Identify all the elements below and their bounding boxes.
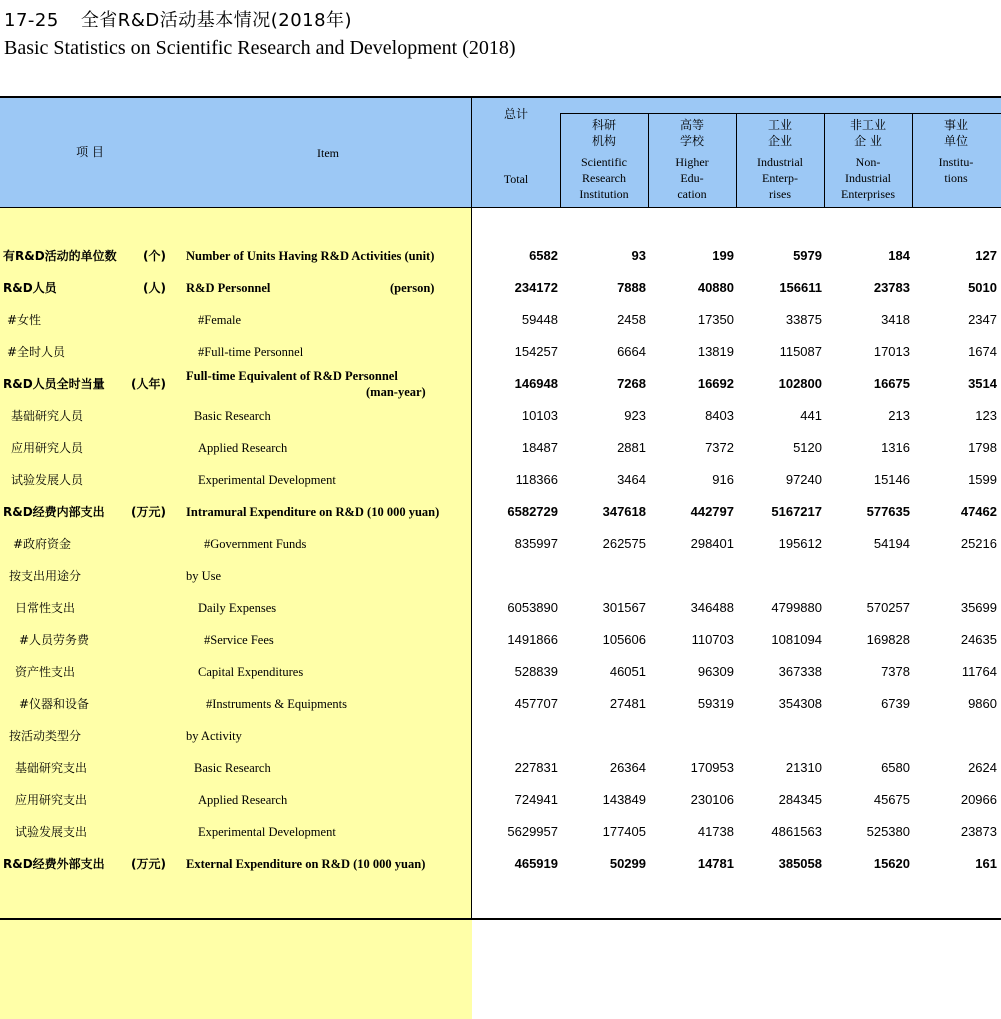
header-total-cn: 总计 xyxy=(503,107,528,121)
value-cell: 177405 xyxy=(602,824,646,839)
value-cell xyxy=(826,560,910,592)
row-label-en: #Instruments & Equipments xyxy=(206,697,347,711)
value-cell xyxy=(474,720,558,752)
value-cell: 577635 xyxy=(866,504,910,519)
row-label-cn: #仪器和设备 xyxy=(19,697,90,711)
value-cell xyxy=(738,560,822,592)
value-cell: 110703 xyxy=(691,632,734,647)
row-label-cn: R&D经费外部支出 xyxy=(3,857,105,871)
value-cell: 5629957 xyxy=(507,824,558,839)
value-cell: 465919 xyxy=(514,856,558,871)
value-cell: 102800 xyxy=(778,376,822,391)
table-row xyxy=(0,304,1001,336)
value-cell xyxy=(650,720,734,752)
value-cell: 1316 xyxy=(881,440,910,455)
value-cell: 6582 xyxy=(529,248,558,263)
table-row xyxy=(0,624,1001,656)
value-cell: 1798 xyxy=(968,440,997,455)
row-label-cn: 基础研究支出 xyxy=(15,761,88,775)
value-cell xyxy=(913,720,997,752)
row-label-cn: #全时人员 xyxy=(7,345,66,359)
value-cell xyxy=(738,720,822,752)
row-label-en: Experimental Development xyxy=(198,473,336,487)
value-cell: 262575 xyxy=(602,536,646,551)
row-label-cn: 试验发展支出 xyxy=(15,825,88,839)
table-title-cn-text: 全省R&D活动基本情况(2018年) xyxy=(80,10,353,31)
value-cell: 6582729 xyxy=(507,504,558,519)
row-label-en: Number of Units Having R&D Activities (unit) xyxy=(186,249,435,263)
header-col-en-line: Industrial xyxy=(757,155,803,169)
table-row xyxy=(0,816,1001,848)
value-cell: 213 xyxy=(888,408,910,423)
row-label-en: Experimental Development xyxy=(198,825,336,839)
table-row xyxy=(0,592,1001,624)
header-total-en: Total xyxy=(503,172,529,186)
top-rule xyxy=(0,96,1001,98)
row-unit-cn: (个) xyxy=(143,249,166,263)
value-cell: 301567 xyxy=(602,600,646,615)
value-cell: 15620 xyxy=(873,856,910,871)
value-cell: 16692 xyxy=(697,376,734,391)
value-cell: 11764 xyxy=(961,664,997,679)
value-cell: 93 xyxy=(631,248,646,263)
value-cell: 3514 xyxy=(968,376,997,391)
value-cell: 923 xyxy=(624,408,646,423)
value-cell: 234172 xyxy=(514,280,558,295)
value-cell: 8403 xyxy=(705,408,734,423)
value-cell: 442797 xyxy=(690,504,734,519)
value-cell: 199 xyxy=(712,248,734,263)
table-row xyxy=(0,272,1001,304)
value-cell: 6053890 xyxy=(507,600,558,615)
header-col-5-cn xyxy=(912,117,1000,149)
table-row xyxy=(0,432,1001,464)
row-label-en-line2: (man-year) xyxy=(366,385,426,399)
value-cell xyxy=(650,560,734,592)
bottom-rule xyxy=(0,918,1001,920)
value-cell: 41738 xyxy=(697,824,734,839)
value-cell: 35699 xyxy=(960,600,997,615)
header-col-cn-line: 事业 xyxy=(943,118,968,132)
table-row xyxy=(0,656,1001,688)
value-cell: 6739 xyxy=(881,696,910,711)
header-col-en-line: rises xyxy=(769,187,791,201)
value-cell: 25216 xyxy=(960,536,997,551)
row-unit-cn: (万元) xyxy=(131,857,166,871)
value-cell: 2624 xyxy=(968,760,997,775)
value-cell: 24635 xyxy=(960,632,997,647)
header-col-3-en xyxy=(736,154,824,202)
value-cell: 5120 xyxy=(793,440,822,455)
value-cell: 347618 xyxy=(602,504,646,519)
row-unit-en: (person) xyxy=(390,281,435,295)
value-cell xyxy=(474,560,558,592)
value-cell xyxy=(562,720,646,752)
header-item-en: Item xyxy=(317,146,339,160)
value-cell: 23783 xyxy=(873,280,910,295)
header-col-1-cn xyxy=(560,117,648,149)
value-cell: 59319 xyxy=(697,696,734,711)
value-cell: 40880 xyxy=(697,280,734,295)
row-label-en: #Female xyxy=(198,313,242,327)
row-unit-cn: (人) xyxy=(143,281,166,295)
value-cell: 2347 xyxy=(968,312,997,327)
value-cell: 59448 xyxy=(521,312,558,327)
row-label-en: #Full-time Personnel xyxy=(198,345,304,359)
header-rule xyxy=(0,207,1001,208)
value-cell: 7268 xyxy=(617,376,646,391)
header-col-4-en xyxy=(824,154,912,202)
value-cell: 5010 xyxy=(968,280,997,295)
header-col-cn-line: 机构 xyxy=(591,134,616,148)
header-col-cn-line: 工业 xyxy=(767,118,792,132)
row-label-en: by Use xyxy=(186,569,222,583)
value-cell: 26364 xyxy=(609,760,646,775)
header-col-en-line: cation xyxy=(677,187,707,201)
row-label-cn: 试验发展人员 xyxy=(11,473,84,487)
row-label-cn: #女性 xyxy=(7,313,42,327)
value-cell: 1491866 xyxy=(507,632,558,647)
row-label-en: Daily Expenses xyxy=(198,601,277,615)
value-cell: 346488 xyxy=(690,600,734,615)
header-col-en-line: Higher xyxy=(675,155,709,169)
value-cell: 18487 xyxy=(521,440,558,455)
value-cell: 46051 xyxy=(609,664,646,679)
row-label-cn: R&D人员 xyxy=(3,281,57,295)
value-cell: 118366 xyxy=(515,472,558,487)
value-cell xyxy=(913,560,997,592)
value-cell: 17350 xyxy=(697,312,734,327)
header-col-en-line: Enterp- xyxy=(762,171,798,185)
row-label-cn: R&D经费内部支出 xyxy=(3,505,105,519)
row-unit-cn: (万元) xyxy=(131,505,166,519)
value-cell: 20966 xyxy=(960,792,997,807)
value-cell: 528839 xyxy=(514,664,558,679)
table-row xyxy=(0,560,1001,592)
table-row xyxy=(0,848,1001,880)
value-cell: 33875 xyxy=(785,312,822,327)
value-cell: 916 xyxy=(712,472,734,487)
value-cell: 7888 xyxy=(617,280,646,295)
value-cell: 367338 xyxy=(778,664,822,679)
statistics-table xyxy=(0,96,1001,919)
row-label-cn: #政府资金 xyxy=(13,537,72,551)
value-cell xyxy=(826,720,910,752)
value-cell: 27481 xyxy=(609,696,646,711)
header-col-3-cn xyxy=(736,117,824,149)
value-cell: 298401 xyxy=(690,536,734,551)
row-label-en: Basic Research xyxy=(194,409,271,423)
value-cell: 284345 xyxy=(778,792,822,807)
value-cell: 23873 xyxy=(960,824,997,839)
row-label-en: Applied Research xyxy=(198,441,288,455)
header-col-cn-line: 非工业 xyxy=(849,118,886,132)
value-cell: 170953 xyxy=(690,760,734,775)
value-cell: 54194 xyxy=(873,536,910,551)
value-cell: 7372 xyxy=(705,440,734,455)
row-label-en xyxy=(186,368,426,400)
value-cell: 45675 xyxy=(873,792,910,807)
value-cell: 9860 xyxy=(968,696,997,711)
header-col-en-line: tions xyxy=(944,171,968,185)
header-col-cn-line: 单位 xyxy=(943,134,968,148)
row-label-en: Applied Research xyxy=(198,793,288,807)
value-cell: 115087 xyxy=(779,344,822,359)
row-label-cn: 应用研究支出 xyxy=(15,793,88,807)
row-label-cn: R&D人员全时当量 xyxy=(3,377,105,391)
value-cell: 50299 xyxy=(609,856,646,871)
value-cell: 1081094 xyxy=(771,632,822,647)
row-label-en: #Service Fees xyxy=(204,633,274,647)
value-cell: 354308 xyxy=(778,696,822,711)
value-cell: 15146 xyxy=(873,472,910,487)
value-cell: 2881 xyxy=(617,440,646,455)
header-col-cn-line: 学校 xyxy=(679,134,704,148)
header-col-2-cn xyxy=(648,117,736,149)
value-cell: 3418 xyxy=(881,312,910,327)
header-col-en-line: Enterprises xyxy=(841,187,895,201)
header-col-en-line: Scientific xyxy=(581,155,627,169)
header-col-en-line: Institution xyxy=(579,187,629,201)
value-cell: 21310 xyxy=(785,760,822,775)
header-col-cn-line: 企业 xyxy=(767,134,792,148)
value-cell: 6664 xyxy=(617,344,646,359)
header-col-1-en xyxy=(560,154,648,202)
row-label-cn: 基础研究人员 xyxy=(11,409,84,423)
table-row xyxy=(0,528,1001,560)
header-col-cn-line: 高等 xyxy=(679,118,704,132)
value-cell: 835997 xyxy=(514,536,558,551)
value-cell: 2458 xyxy=(617,312,646,327)
header-col-en-line: Institu- xyxy=(938,155,974,169)
value-cell: 1674 xyxy=(968,344,997,359)
value-cell: 441 xyxy=(800,408,822,423)
value-cell: 105606 xyxy=(602,632,646,647)
header-col-en-line: Edu- xyxy=(680,171,704,185)
table-title-en: Basic Statistics on Scientific Research and Development (2018) xyxy=(4,37,516,59)
table-row xyxy=(0,336,1001,368)
value-cell: 570257 xyxy=(866,600,910,615)
row-label-en: External Expenditure on R&D (10 000 yuan) xyxy=(186,857,426,871)
value-cell: 195612 xyxy=(778,536,822,551)
header-col-5-en xyxy=(912,154,1000,186)
row-label-cn: 按支出用途分 xyxy=(9,569,82,583)
value-cell: 5167217 xyxy=(771,504,822,519)
header-col-en-line: Industrial xyxy=(845,171,891,185)
value-cell: 457707 xyxy=(514,696,558,711)
header-col-cn-line: 科研 xyxy=(591,118,616,132)
row-label-en: Capital Expenditures xyxy=(198,665,304,679)
row-label-cn: 资产性支出 xyxy=(15,665,76,679)
value-cell: 230106 xyxy=(690,792,734,807)
table-row xyxy=(0,688,1001,720)
row-label-en: Intramural Expenditure on R&D (10 000 yuan) xyxy=(186,505,440,519)
row-label-en: by Activity xyxy=(186,729,242,743)
row-label-en: #Government Funds xyxy=(204,537,307,551)
row-label-en-line1: Full-time Equivalent of R&D Personnel xyxy=(186,369,398,383)
header-item-cn: 项 目 xyxy=(76,145,104,159)
table-row xyxy=(0,784,1001,816)
value-cell: 7378 xyxy=(881,664,910,679)
value-cell: 4799880 xyxy=(771,600,822,615)
value-cell: 724941 xyxy=(514,792,558,807)
table-number: 17-25 xyxy=(4,10,59,31)
table-row xyxy=(0,496,1001,528)
value-cell: 47462 xyxy=(960,504,997,519)
value-cell: 97240 xyxy=(785,472,822,487)
table-row xyxy=(0,368,1001,400)
value-cell: 10103 xyxy=(521,408,558,423)
table-row xyxy=(0,464,1001,496)
value-cell: 169828 xyxy=(866,632,910,647)
value-cell: 154257 xyxy=(514,344,558,359)
header-col-en-line: Non- xyxy=(855,155,881,169)
row-label-cn: 按活动类型分 xyxy=(9,729,82,743)
header-col-en-line: Research xyxy=(582,171,626,185)
value-cell: 143849 xyxy=(602,792,646,807)
header-col-cn-line: 企 业 xyxy=(854,134,882,148)
value-cell: 13819 xyxy=(697,344,734,359)
value-cell: 127 xyxy=(975,248,997,263)
value-cell: 5979 xyxy=(793,248,822,263)
value-cell: 161 xyxy=(975,856,997,871)
row-label-cn: 日常性支出 xyxy=(15,601,76,615)
value-cell: 123 xyxy=(975,408,997,423)
value-cell: 156611 xyxy=(779,280,822,295)
value-cell: 385058 xyxy=(778,856,822,871)
value-cell: 1599 xyxy=(968,472,997,487)
value-cell: 146948 xyxy=(514,376,558,391)
row-label-en: Basic Research xyxy=(194,761,271,775)
value-cell: 184 xyxy=(888,248,910,263)
row-label-en: R&D Personnel xyxy=(186,281,271,295)
value-cell: 3464 xyxy=(617,472,646,487)
value-cell: 16675 xyxy=(873,376,910,391)
table-row xyxy=(0,400,1001,432)
table-row xyxy=(0,752,1001,784)
header-col-4-cn xyxy=(824,117,912,149)
value-cell xyxy=(562,560,646,592)
value-cell: 227831 xyxy=(514,760,558,775)
header-col-2-en xyxy=(648,154,736,202)
row-label-cn: #人员劳务费 xyxy=(19,633,90,647)
subheader-rule xyxy=(560,113,1001,114)
value-cell: 96309 xyxy=(697,664,734,679)
row-unit-cn: (人年) xyxy=(131,377,166,391)
row-label-cn: 有R&D活动的单位数 xyxy=(3,249,117,263)
value-cell: 14781 xyxy=(697,856,734,871)
value-cell: 525380 xyxy=(866,824,910,839)
table-row xyxy=(0,720,1001,752)
value-cell: 17013 xyxy=(873,344,910,359)
value-cell: 4861563 xyxy=(771,824,822,839)
value-cell: 6580 xyxy=(881,760,910,775)
table-row xyxy=(0,240,1001,272)
table-title-cn xyxy=(4,6,352,32)
row-label-cn: 应用研究人员 xyxy=(11,441,84,455)
